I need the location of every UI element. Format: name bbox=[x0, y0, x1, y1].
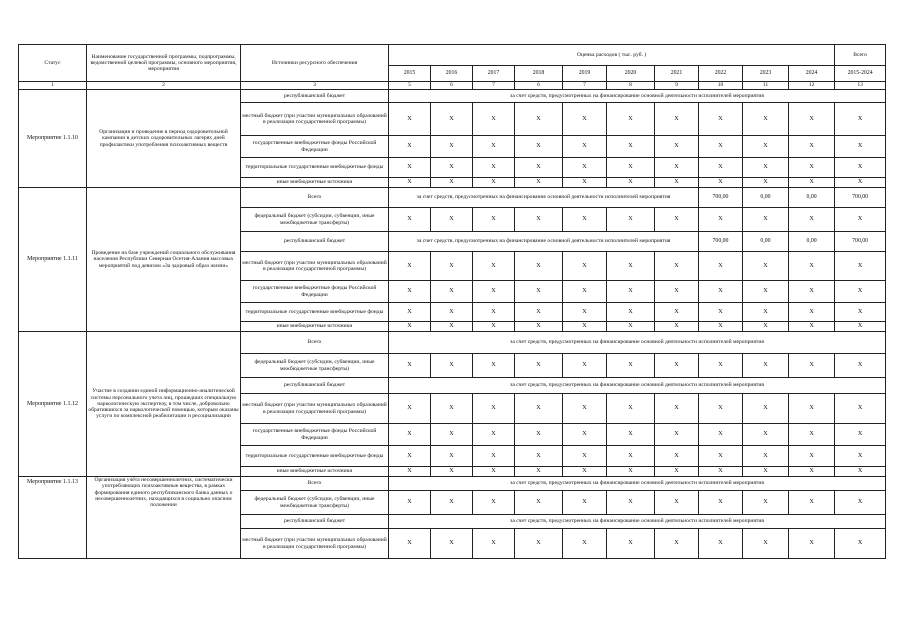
x-cell: X bbox=[789, 446, 835, 467]
x-cell: X bbox=[473, 467, 515, 477]
x-cell: X bbox=[607, 281, 655, 303]
x-cell: X bbox=[431, 446, 473, 467]
value-cell: 0,00 bbox=[743, 188, 789, 208]
x-cell: X bbox=[473, 394, 515, 424]
source-label: республиканский бюджет bbox=[241, 378, 389, 394]
x-cell: X bbox=[655, 467, 699, 477]
x-cell: X bbox=[431, 158, 473, 178]
x-cell: X bbox=[515, 178, 563, 188]
row-status: Мероприятие 1.1.10 bbox=[19, 90, 87, 188]
x-cell: X bbox=[655, 322, 699, 332]
year-cell: 2020 bbox=[607, 66, 655, 82]
x-cell: X bbox=[389, 467, 431, 477]
x-cell: X bbox=[743, 208, 789, 232]
x-cell: X bbox=[515, 252, 563, 281]
col-num: 13 bbox=[835, 82, 886, 90]
x-cell: X bbox=[389, 281, 431, 303]
source-label: государственные внебюджетные фонды Российской Федерации bbox=[241, 281, 389, 303]
x-cell: X bbox=[389, 446, 431, 467]
row-status: Мероприятие 1.1.11 bbox=[19, 188, 87, 332]
col-num: 8 bbox=[607, 82, 655, 90]
x-cell: X bbox=[563, 103, 607, 136]
source-label: местный бюджет (при участии муниципальных образований в реализации государственной программы) bbox=[241, 103, 389, 136]
x-cell: X bbox=[789, 158, 835, 178]
x-cell: X bbox=[473, 491, 515, 515]
x-cell: X bbox=[607, 322, 655, 332]
x-cell: X bbox=[473, 103, 515, 136]
source-label: республиканский бюджет bbox=[241, 515, 389, 529]
x-cell: X bbox=[789, 529, 835, 559]
year-cell: 2018 bbox=[515, 66, 563, 82]
col-num: 6 bbox=[431, 82, 473, 90]
col-num: 9 bbox=[655, 82, 699, 90]
x-cell: X bbox=[699, 136, 743, 158]
x-cell: X bbox=[743, 158, 789, 178]
source-label: Всего bbox=[241, 188, 389, 208]
funding-note: за счет средств, предусмотренных на финансирование основной деятельности исполнителей мероприятия bbox=[389, 515, 886, 529]
x-cell: X bbox=[699, 394, 743, 424]
x-cell: X bbox=[835, 424, 886, 446]
budget-table bbox=[18, 44, 886, 559]
x-cell: X bbox=[431, 354, 473, 378]
x-cell: X bbox=[789, 354, 835, 378]
x-cell: X bbox=[743, 467, 789, 477]
x-cell: X bbox=[699, 178, 743, 188]
x-cell: X bbox=[515, 446, 563, 467]
source-label: Всего bbox=[241, 477, 389, 491]
col-num: 6 bbox=[515, 82, 563, 90]
x-cell: X bbox=[655, 394, 699, 424]
x-cell: X bbox=[699, 158, 743, 178]
x-cell: X bbox=[655, 491, 699, 515]
col-num: 7 bbox=[473, 82, 515, 90]
row-name: Участие в создании единой информационно-аналитической системы персонального учета лиц, прошедших специальную наркологическую экспертизу, в том числе, добровольно обратившихся за наркологической помощью, которым оказаны услуги по комплексной реабилитации и ресоциализации bbox=[87, 332, 241, 477]
x-cell: X bbox=[655, 529, 699, 559]
funding-note: за счет средств, предусмотренных на финансирование основной деятельности исполнителей мероприятия bbox=[389, 332, 886, 354]
col-num: 12 bbox=[789, 82, 835, 90]
x-cell: X bbox=[699, 322, 743, 332]
x-cell: X bbox=[743, 322, 789, 332]
x-cell: X bbox=[389, 103, 431, 136]
x-cell: X bbox=[431, 208, 473, 232]
x-cell: X bbox=[835, 322, 886, 332]
x-cell: X bbox=[743, 103, 789, 136]
x-cell: X bbox=[431, 178, 473, 188]
x-cell: X bbox=[431, 103, 473, 136]
x-cell: X bbox=[835, 467, 886, 477]
x-cell: X bbox=[835, 136, 886, 158]
source-label: государственные внебюджетные фонды Российской Федерации bbox=[241, 424, 389, 446]
header-estimate: Оценка расходов ( тыс. руб. ) bbox=[389, 45, 835, 66]
x-cell: X bbox=[515, 322, 563, 332]
table-row bbox=[19, 477, 886, 491]
source-label: территориальные государственные внебюджетные фонды bbox=[241, 303, 389, 322]
x-cell: X bbox=[835, 252, 886, 281]
x-cell: X bbox=[563, 446, 607, 467]
x-cell: X bbox=[835, 208, 886, 232]
col-num: 7 bbox=[563, 82, 607, 90]
x-cell: X bbox=[515, 354, 563, 378]
x-cell: X bbox=[515, 394, 563, 424]
x-cell: X bbox=[431, 281, 473, 303]
x-cell: X bbox=[835, 178, 886, 188]
x-cell: X bbox=[431, 303, 473, 322]
x-cell: X bbox=[473, 281, 515, 303]
x-cell: X bbox=[389, 303, 431, 322]
x-cell: X bbox=[563, 354, 607, 378]
x-cell: X bbox=[473, 446, 515, 467]
table-row bbox=[19, 90, 886, 103]
x-cell: X bbox=[699, 303, 743, 322]
x-cell: X bbox=[607, 424, 655, 446]
value-cell: 0,00 bbox=[789, 232, 835, 252]
x-cell: X bbox=[607, 491, 655, 515]
x-cell: X bbox=[699, 208, 743, 232]
x-cell: X bbox=[743, 178, 789, 188]
x-cell: X bbox=[655, 281, 699, 303]
x-cell: X bbox=[431, 491, 473, 515]
table-row bbox=[19, 188, 886, 208]
funding-note: за счет средств, предусмотренных на финансирование основной деятельности исполнителей мероприятия bbox=[389, 90, 886, 103]
x-cell: X bbox=[563, 208, 607, 232]
x-cell: X bbox=[699, 529, 743, 559]
funding-note: за счет средств, предусмотренных на финансирование основной деятельности исполнителей мероприятия bbox=[389, 378, 886, 394]
x-cell: X bbox=[607, 208, 655, 232]
x-cell: X bbox=[515, 103, 563, 136]
x-cell: X bbox=[699, 491, 743, 515]
x-cell: X bbox=[473, 178, 515, 188]
x-cell: X bbox=[743, 136, 789, 158]
x-cell: X bbox=[699, 281, 743, 303]
year-cell: 2016 bbox=[431, 66, 473, 82]
budget-page bbox=[18, 44, 885, 559]
x-cell: X bbox=[389, 322, 431, 332]
x-cell: X bbox=[389, 354, 431, 378]
row-name: Организация учёта несовершеннолетних, систематически употребляющих психоактивные вещества, в рамках формирования единого республиканского банка данных о несовершеннолетних, находящихся в социально опасном положении bbox=[87, 477, 241, 559]
x-cell: X bbox=[743, 281, 789, 303]
x-cell: X bbox=[563, 467, 607, 477]
value-cell: 700,00 bbox=[699, 188, 743, 208]
year-cell: 2022 bbox=[699, 66, 743, 82]
x-cell: X bbox=[563, 252, 607, 281]
x-cell: X bbox=[607, 303, 655, 322]
x-cell: X bbox=[473, 424, 515, 446]
x-cell: X bbox=[515, 303, 563, 322]
x-cell: X bbox=[655, 103, 699, 136]
x-cell: X bbox=[515, 467, 563, 477]
x-cell: X bbox=[789, 178, 835, 188]
x-cell: X bbox=[389, 178, 431, 188]
x-cell: X bbox=[607, 467, 655, 477]
x-cell: X bbox=[789, 424, 835, 446]
x-cell: X bbox=[607, 158, 655, 178]
x-cell: X bbox=[743, 303, 789, 322]
value-cell: 0,00 bbox=[789, 188, 835, 208]
total-range: 2015-2024 bbox=[835, 66, 886, 82]
x-cell: X bbox=[743, 446, 789, 467]
x-cell: X bbox=[743, 252, 789, 281]
x-cell: X bbox=[473, 303, 515, 322]
x-cell: X bbox=[563, 394, 607, 424]
x-cell: X bbox=[699, 467, 743, 477]
x-cell: X bbox=[563, 491, 607, 515]
source-label: иные внебюджетные источники bbox=[241, 467, 389, 477]
row-status: Мероприятие 1.1.13 bbox=[19, 477, 87, 559]
year-cell: 2019 bbox=[563, 66, 607, 82]
table-row bbox=[19, 332, 886, 354]
x-cell: X bbox=[607, 446, 655, 467]
x-cell: X bbox=[563, 529, 607, 559]
total-cell: 700,00 bbox=[835, 232, 886, 252]
x-cell: X bbox=[789, 322, 835, 332]
x-cell: X bbox=[655, 354, 699, 378]
x-cell: X bbox=[655, 158, 699, 178]
x-cell: X bbox=[389, 158, 431, 178]
source-label: иные внебюджетные источники bbox=[241, 322, 389, 332]
source-label: республиканский бюджет bbox=[241, 232, 389, 252]
source-label: федеральный бюджет (субсидии, субвенции, иные межбюджетные трансферты) bbox=[241, 354, 389, 378]
x-cell: X bbox=[431, 322, 473, 332]
row-status: Мероприятие 1.1.12 bbox=[19, 332, 87, 477]
row-name: Проведение на базе учреждений социального обслуживания населения Республики Северная Осетия-Алания массовых мероприятий под девизом «За здоровый образ жизни» bbox=[87, 188, 241, 332]
x-cell: X bbox=[789, 252, 835, 281]
source-label: территориальные государственные внебюджетные фонды bbox=[241, 446, 389, 467]
col-num: 2 bbox=[87, 82, 241, 90]
year-cell: 2023 bbox=[743, 66, 789, 82]
source-label: территориальные государственные внебюджетные фонды bbox=[241, 158, 389, 178]
funding-note: за счет средств, предусмотренных на финансирование основной деятельности исполнителей мероприятия bbox=[389, 188, 699, 208]
source-label: Всего bbox=[241, 332, 389, 354]
x-cell: X bbox=[835, 281, 886, 303]
x-cell: X bbox=[835, 303, 886, 322]
x-cell: X bbox=[431, 136, 473, 158]
source-label: местный бюджет (при участии муниципальных образований в реализации государственной программы) bbox=[241, 252, 389, 281]
x-cell: X bbox=[515, 208, 563, 232]
x-cell: X bbox=[431, 467, 473, 477]
x-cell: X bbox=[655, 178, 699, 188]
col-num: 1 bbox=[19, 82, 87, 90]
x-cell: X bbox=[389, 424, 431, 446]
value-cell: 700,00 bbox=[699, 232, 743, 252]
x-cell: X bbox=[789, 491, 835, 515]
x-cell: X bbox=[473, 158, 515, 178]
x-cell: X bbox=[473, 322, 515, 332]
x-cell: X bbox=[473, 529, 515, 559]
x-cell: X bbox=[699, 446, 743, 467]
year-cell: 2017 bbox=[473, 66, 515, 82]
x-cell: X bbox=[607, 252, 655, 281]
x-cell: X bbox=[515, 424, 563, 446]
x-cell: X bbox=[515, 158, 563, 178]
source-label: государственные внебюджетные фонды Российской Федерации bbox=[241, 136, 389, 158]
x-cell: X bbox=[743, 529, 789, 559]
x-cell: X bbox=[389, 394, 431, 424]
year-cell: 2021 bbox=[655, 66, 699, 82]
col-num: 10 bbox=[699, 82, 743, 90]
x-cell: X bbox=[431, 529, 473, 559]
x-cell: X bbox=[607, 103, 655, 136]
column-numbers-row bbox=[19, 82, 886, 90]
source-label: местный бюджет (при участии муниципальных образований в реализации государственной программы) bbox=[241, 394, 389, 424]
col-num: 5 bbox=[389, 82, 431, 90]
row-name: Организация и проведение в период оздоровительной кампании в детских оздоровительных лагерях дней профилактики употребления психоактивных веществ bbox=[87, 90, 241, 188]
x-cell: X bbox=[835, 103, 886, 136]
x-cell: X bbox=[835, 491, 886, 515]
value-cell: 0,00 bbox=[743, 232, 789, 252]
x-cell: X bbox=[563, 178, 607, 188]
x-cell: X bbox=[743, 354, 789, 378]
x-cell: X bbox=[789, 136, 835, 158]
x-cell: X bbox=[789, 467, 835, 477]
x-cell: X bbox=[389, 136, 431, 158]
x-cell: X bbox=[607, 136, 655, 158]
x-cell: X bbox=[473, 354, 515, 378]
x-cell: X bbox=[389, 252, 431, 281]
x-cell: X bbox=[563, 322, 607, 332]
source-label: республиканский бюджет bbox=[241, 90, 389, 103]
x-cell: X bbox=[607, 529, 655, 559]
x-cell: X bbox=[563, 136, 607, 158]
x-cell: X bbox=[515, 529, 563, 559]
header-name: Наименование государственной программы, подпрограммы, ведомственной целевой программы, основного мероприятия, мероприятия bbox=[87, 45, 241, 82]
x-cell: X bbox=[655, 303, 699, 322]
x-cell: X bbox=[789, 208, 835, 232]
x-cell: X bbox=[835, 394, 886, 424]
funding-note: за счет средств, предусмотренных на финансирование основной деятельности исполнителей мероприятия bbox=[389, 477, 886, 491]
x-cell: X bbox=[789, 281, 835, 303]
x-cell: X bbox=[389, 491, 431, 515]
x-cell: X bbox=[563, 303, 607, 322]
x-cell: X bbox=[835, 354, 886, 378]
x-cell: X bbox=[699, 354, 743, 378]
x-cell: X bbox=[835, 529, 886, 559]
x-cell: X bbox=[789, 103, 835, 136]
x-cell: X bbox=[699, 252, 743, 281]
header-status: Статус bbox=[19, 45, 87, 82]
x-cell: X bbox=[515, 491, 563, 515]
x-cell: X bbox=[473, 136, 515, 158]
x-cell: X bbox=[563, 281, 607, 303]
source-label: иные внебюджетные источники bbox=[241, 178, 389, 188]
x-cell: X bbox=[515, 281, 563, 303]
source-label: местный бюджет (при участии муниципальных образований в реализации государственной программы) bbox=[241, 529, 389, 559]
x-cell: X bbox=[563, 158, 607, 178]
x-cell: X bbox=[655, 136, 699, 158]
source-label: федеральный бюджет (субсидии, субвенции, иные межбюджетные трансферты) bbox=[241, 208, 389, 232]
col-num: 11 bbox=[743, 82, 789, 90]
x-cell: X bbox=[431, 424, 473, 446]
x-cell: X bbox=[655, 424, 699, 446]
x-cell: X bbox=[835, 158, 886, 178]
x-cell: X bbox=[607, 394, 655, 424]
year-cell: 2024 bbox=[789, 66, 835, 82]
x-cell: X bbox=[515, 136, 563, 158]
x-cell: X bbox=[743, 491, 789, 515]
x-cell: X bbox=[789, 394, 835, 424]
x-cell: X bbox=[655, 446, 699, 467]
x-cell: X bbox=[835, 446, 886, 467]
x-cell: X bbox=[431, 252, 473, 281]
x-cell: X bbox=[743, 424, 789, 446]
x-cell: X bbox=[563, 424, 607, 446]
total-cell: 700,00 bbox=[835, 188, 886, 208]
x-cell: X bbox=[431, 394, 473, 424]
x-cell: X bbox=[655, 252, 699, 281]
x-cell: X bbox=[607, 354, 655, 378]
x-cell: X bbox=[699, 424, 743, 446]
col-num: 3 bbox=[241, 82, 389, 90]
x-cell: X bbox=[473, 208, 515, 232]
x-cell: X bbox=[655, 208, 699, 232]
header-total: Всего bbox=[835, 45, 886, 66]
x-cell: X bbox=[389, 529, 431, 559]
header-source: Источники ресурсного обеспечения bbox=[241, 45, 389, 82]
x-cell: X bbox=[699, 103, 743, 136]
x-cell: X bbox=[743, 394, 789, 424]
x-cell: X bbox=[473, 252, 515, 281]
funding-note: за счет средств, предусмотренных на финансирование основной деятельности исполнителей мероприятия bbox=[389, 232, 699, 252]
x-cell: X bbox=[607, 178, 655, 188]
x-cell: X bbox=[389, 208, 431, 232]
year-cell: 2015 bbox=[389, 66, 431, 82]
source-label: федеральный бюджет (субсидии, субвенции, иные межбюджетные трансферты) bbox=[241, 491, 389, 515]
x-cell: X bbox=[789, 303, 835, 322]
